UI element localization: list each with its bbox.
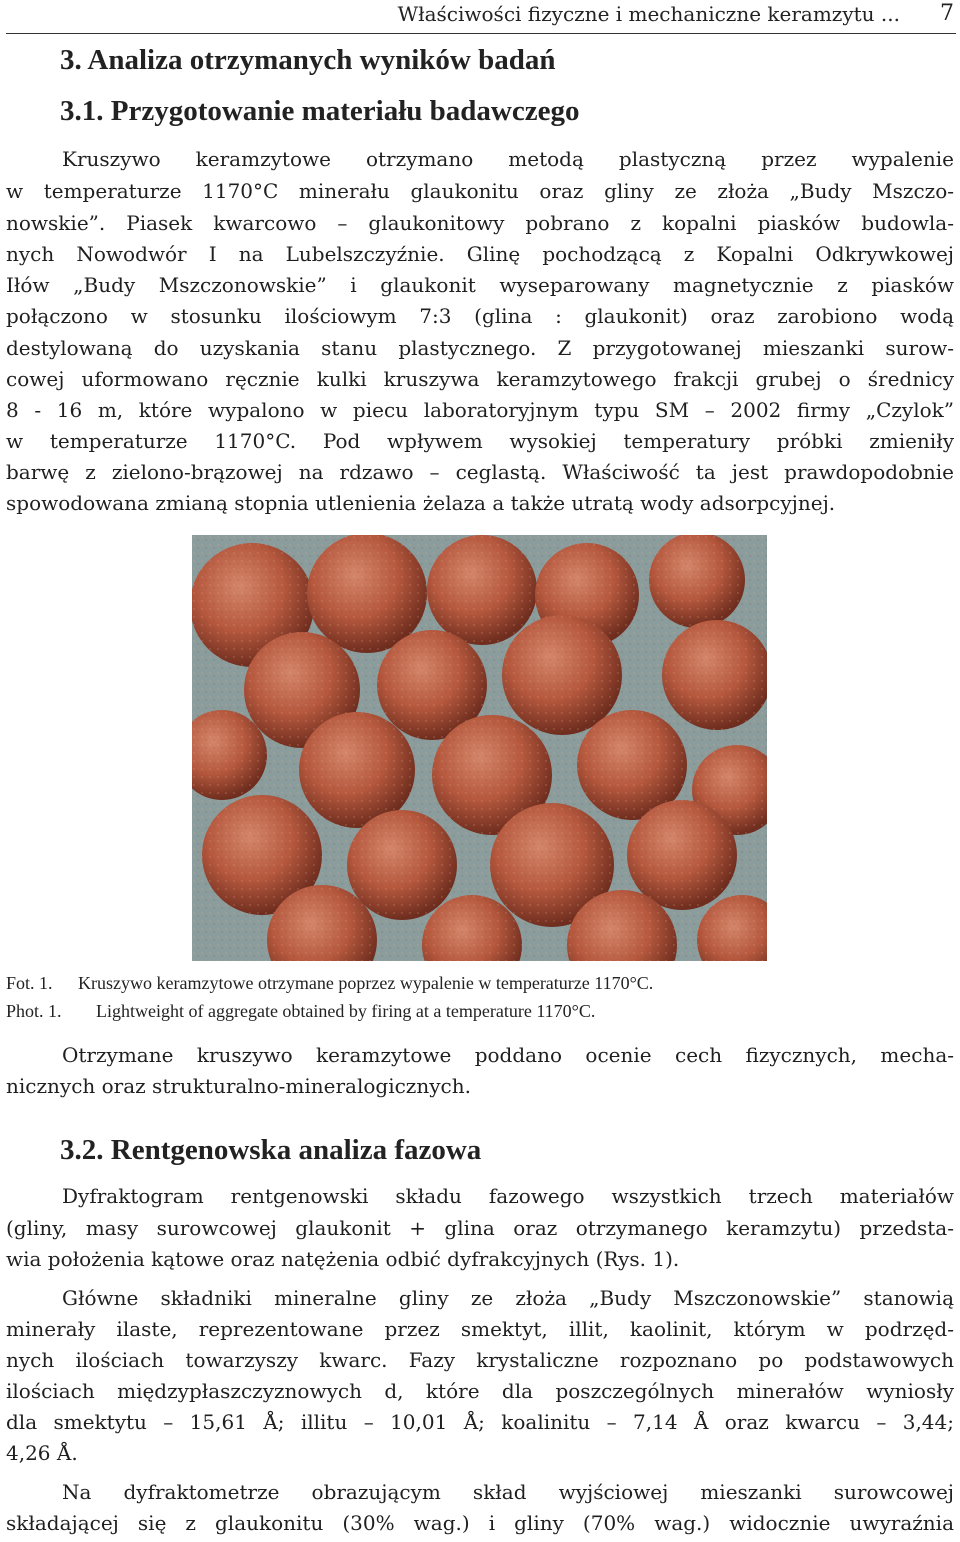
text-line: Kruszywo keramzytowe otrzymano metodą plastyczną przez wypalenie xyxy=(62,147,954,171)
subsection-heading-3-1: 3.1. Przygotowanie materiału badawczego xyxy=(60,95,580,127)
text-line: Na dyfraktometrze obrazującym skład wyjściowej mieszanki surowcowej xyxy=(62,1480,954,1504)
text-line: ilościach międzypłaszczyznowych d, które dla poszczególnych minerałów wyniosły xyxy=(6,1379,954,1403)
text-line: Iłów „Budy Mszczonowskie” i glaukonit wyseparowany magnetycznie z piasków xyxy=(6,273,954,297)
text-line: Otrzymane kruszywo keramzytowe poddano ocenie cech fizycznych, mecha- xyxy=(62,1043,954,1067)
caption-text: Lightweight of aggregate obtained by firing at a temperature 1170°C. xyxy=(96,1001,596,1021)
text-line: Dyfraktogram rentgenowski składu fazowego wszystkich trzech materiałów xyxy=(62,1184,954,1208)
running-title: Właściwości fizyczne i mechaniczne keramzytu ... xyxy=(397,2,900,26)
caption-label: Fot. 1. xyxy=(6,973,53,993)
text-line: nych ilościach towarzyszy kwarc. Fazy krystaliczne rozpoznano po podstawowych xyxy=(6,1348,954,1372)
text-line: składającej się z glaukonitu (30% wag.) i gliny (70% wag.) widocznie uwyraźnia xyxy=(6,1511,954,1535)
figure-caption-en xyxy=(6,1001,595,1022)
text-line: nych Nowodwór I na Lubelszczyźnie. Glinę pochodzącą z Kopalni Odkrywkowej xyxy=(6,242,954,266)
text-line: dla smektytu – 15,61 Å; illitu – 10,01 Å; koalinitu – 7,14 Å oraz kwarcu – 3,44; xyxy=(6,1410,954,1434)
text-line: w temperaturze 1170°C minerału glaukonitu oraz gliny ze złoża „Budy Mszczo- xyxy=(6,179,954,203)
text-line: destylowaną do uzyskania stanu plastycznego. Z przygotowanej mieszanki surow- xyxy=(6,336,954,360)
caption-label: Phot. 1. xyxy=(6,1001,62,1021)
text-line: minerały ilaste, reprezentowane przez smektyt, illit, kaolinit, którym w podrzęd- xyxy=(6,1317,954,1341)
text-line: spowodowana zmianą stopnia utlenienia żelaza a także utratą wody adsorpcyjnej. xyxy=(6,491,836,515)
text-line: w temperaturze 1170°C. Pod wpływem wysokiej temperatury próbki zmieniły xyxy=(6,429,954,453)
text-line: (gliny, masy surowcowej glaukonit + glina oraz otrzymanego keramzytu) przedsta- xyxy=(6,1216,954,1240)
text-line: połączono w stosunku ilościowym 7:3 (glina : glaukonit) oraz zarobiono wodą xyxy=(6,304,954,328)
text-line: nowskie”. Piasek kwarcowo – glaukonitowy pobrano z kopalni piasków budowla- xyxy=(6,211,954,235)
page-number: 7 xyxy=(940,1,954,26)
text-line: nicznych oraz strukturalno-mineralogicznych. xyxy=(6,1074,471,1098)
text-line: cowej uformowano ręcznie kulki kruszywa keramzytowego frakcji grubej o średnicy xyxy=(6,367,954,391)
subsection-heading-3-2: 3.2. Rentgenowska analiza fazowa xyxy=(60,1134,482,1166)
text-line: barwę z zielono-brązowej na rdzawo – ceglastą. Właściwość ta jest prawdopodobnie xyxy=(6,460,954,484)
header-rule xyxy=(6,33,956,34)
figure-caption-pl xyxy=(6,973,653,994)
text-line: 4,26 Å. xyxy=(6,1441,78,1465)
text-line: 8 - 16 m, które wypalono w piecu laboratoryjnym typu SM – 2002 firmy „Czylok” xyxy=(6,398,954,422)
aggregate-balls-illustration xyxy=(192,535,767,961)
caption-text: Kruszywo keramzytowe otrzymane poprzez wypalenie w temperaturze 1170°C. xyxy=(78,973,654,993)
aggregate-photo xyxy=(192,535,767,961)
section-heading-3: 3. Analiza otrzymanych wyników badań xyxy=(60,44,556,76)
text-line: wia położenia kątowe oraz natężenia odbić dyfrakcyjnych (Rys. 1). xyxy=(6,1247,680,1271)
running-header xyxy=(0,0,960,36)
text-line: Główne składniki mineralne gliny ze złoża „Budy Mszczonowskie” stanowią xyxy=(62,1286,954,1310)
